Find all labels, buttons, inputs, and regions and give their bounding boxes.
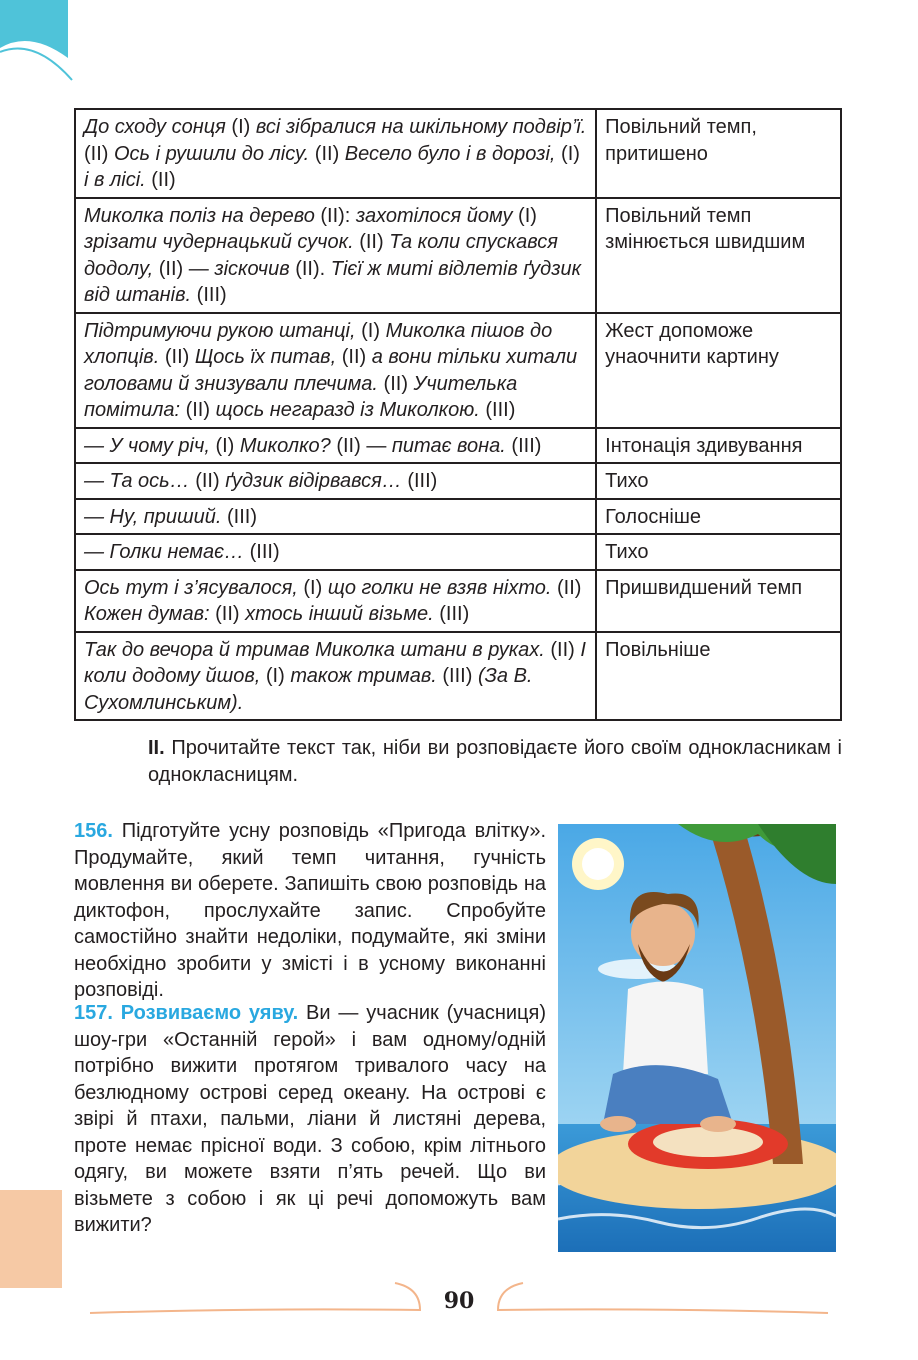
text-segment: (ІІІ) [505, 434, 542, 457]
text-segment: Так до вечора й тримав Миколка штани в руках. [84, 638, 545, 661]
text-segment: (ІІ) [336, 346, 372, 368]
text-segment: (ІІІ) [433, 603, 470, 625]
text-segment: (ІІ) [189, 470, 226, 492]
text-cell [75, 109, 596, 198]
text-segment: Миколка поліз на дерево [84, 204, 315, 227]
reading-note-cell: Тихо [596, 463, 841, 499]
reading-note-cell: Тихо [596, 534, 841, 570]
text-cell [75, 313, 596, 428]
task-157 [74, 1000, 546, 1239]
castaway-on-island-illustration [558, 824, 836, 1252]
text-segment: хтось інший візьме. [245, 603, 434, 625]
reading-note-cell: Інтонація здивування [596, 428, 841, 464]
text-segment: (ІІ) [84, 142, 114, 165]
task-156-text: Підготуйте усну розповідь «Пригода влітку». Продумайте, який темп читання, гучність мовлення ви оберете. Запишіть свою розповідь на диктофон, прослухайте запис. Спробуйте самостійно знайти недоліки, подумайте, які зміни необхідно зробити у змісті і в усному виконанні розповіді. [74, 820, 547, 1001]
text-segment: (І) [225, 116, 256, 138]
text-segment: (ІІ) [145, 169, 176, 191]
task-157-text: Ви — учасник (учасниця) шоу-гри «Останній герой» і вам одному/одній потрібно вижити протягом тривалого часу на безлюдному острові серед океану. На острові є звірі й птахи, пальми, ліани й листяні дерева, проте немає прісної води. З собою, крім літнього одягу, ви можете взяти п’ять речей. Що ви візьмете з собою і як ці речі допоможуть вам вижити? [74, 1002, 547, 1236]
text-cell [75, 570, 596, 632]
text-segment: зіскочив [214, 257, 290, 280]
reading-note-cell: Повільний темп, притишено [596, 109, 841, 198]
text-segment: (ІІІ) [191, 284, 227, 306]
text-segment: (ІІ) — [153, 257, 215, 280]
text-segment: До сходу сонця [84, 116, 226, 138]
text-segment: (І) [355, 319, 386, 342]
reading-note-cell: Голосніше [596, 499, 841, 535]
table-row [75, 109, 841, 198]
text-segment: (ІІІ) [401, 470, 438, 492]
text-segment: зрізати чудернацький сучок. [84, 231, 354, 253]
text-segment: Тієї ж миті відлетів ґудзик від штанів. [84, 257, 582, 306]
task-157-number: 157. [74, 1002, 113, 1024]
table-row [75, 632, 841, 721]
part-ii-instruction [148, 735, 842, 789]
text-cell [75, 463, 596, 499]
table-row [75, 463, 841, 499]
part-ii-number: ІІ. [148, 737, 165, 759]
text-segment: (ІІІ) [436, 665, 478, 687]
text-cell [75, 534, 596, 570]
text-segment: Підтримуючи рукою штанці, [84, 319, 356, 342]
text-segment: Та коли спускався додолу, [84, 231, 558, 280]
text-segment: захотілося йому [355, 204, 513, 227]
text-segment: всі зібралися на шкільному подвір’ї. [255, 116, 587, 138]
reading-note-cell: Жест допоможе унаочнити картину [596, 313, 841, 428]
text-cell [75, 198, 596, 313]
text-segment: питає вона. [391, 434, 506, 457]
text-cell [75, 428, 596, 464]
text-segment: а вони тільки хитали головами й знизували плечима. [84, 346, 578, 395]
text-segment: також тримав. [290, 665, 437, 687]
text-segment: (І) [209, 434, 240, 457]
text-segment: — Ну, приший. [84, 505, 222, 528]
text-segment: Ось і рушили до лісу. [114, 142, 310, 165]
table-row [75, 313, 841, 428]
reading-note-cell: Повільний темп змінюється швидшим [596, 198, 841, 313]
reading-table [74, 108, 842, 721]
reading-table-body [75, 109, 841, 720]
part-ii-text: Прочитайте текст так, ніби ви розповідаєте його своїм однокласникам і однокласницям. [148, 737, 842, 786]
text-segment: (ІІ) [180, 399, 216, 421]
reading-note-cell: Пришвидшений темп [596, 570, 841, 632]
text-segment: (ІІ) — [330, 434, 392, 457]
text-segment: І коли додому йшов, [84, 638, 586, 687]
page-number: 90 [443, 1288, 475, 1314]
text-segment: (ІІІ) [221, 505, 257, 528]
text-segment: (ІІ) [209, 603, 246, 625]
text-segment: (ІІ) [159, 346, 195, 368]
text-segment: (ІІ): [314, 204, 356, 227]
text-segment: (ІІ) [551, 576, 582, 599]
text-segment: Миколка пішов до хлопців. [84, 319, 553, 368]
text-segment: ґудзик відірвався… [225, 470, 402, 492]
text-segment: (ІІ). [289, 257, 331, 280]
text-segment: — Голки немає… [84, 541, 245, 563]
text-segment: (ІІ) [353, 231, 390, 253]
text-segment: і в лісі. [84, 169, 146, 191]
reading-note-cell: Повільніше [596, 632, 841, 721]
task-156 [74, 818, 546, 1004]
text-segment: Учителька помітила: [84, 372, 518, 421]
text-segment: (І) [260, 665, 291, 687]
text-segment: (ІІІ) [479, 399, 516, 421]
text-cell [75, 632, 596, 721]
text-segment: (ІІ) [544, 638, 581, 661]
text-segment: (І) [297, 576, 328, 599]
task-157-heading: Розвиваємо уяву. [120, 1002, 299, 1024]
text-segment: (І) [555, 142, 580, 165]
text-segment: — Та ось… [84, 470, 190, 492]
corner-decoration [0, 0, 80, 90]
text-segment: (ІІ) [309, 142, 345, 165]
text-segment: (І) [512, 204, 537, 227]
text-segment: Кожен думав: [84, 603, 210, 625]
text-segment: Щось їх питав, [194, 346, 337, 368]
text-segment: Ось тут і з’ясувалося, [84, 576, 298, 599]
text-segment: Весело було і в дорозі, [344, 142, 556, 165]
table-row [75, 198, 841, 313]
text-segment: щось негаразд із Миколкою. [215, 399, 480, 421]
table-row [75, 428, 841, 464]
text-segment: (ІІ) [377, 372, 414, 395]
table-row [75, 534, 841, 570]
text-segment: Миколко? [239, 434, 331, 457]
text-segment: (За В. Сухомлинським). [84, 665, 533, 714]
text-segment: що голки не взяв ніхто. [327, 576, 552, 599]
text-segment: — У чому річ, [84, 434, 210, 457]
text-cell [75, 499, 596, 535]
task-156-number: 156. [74, 820, 113, 842]
text-segment: (ІІІ) [244, 541, 280, 563]
table-row [75, 499, 841, 535]
table-row [75, 570, 841, 632]
